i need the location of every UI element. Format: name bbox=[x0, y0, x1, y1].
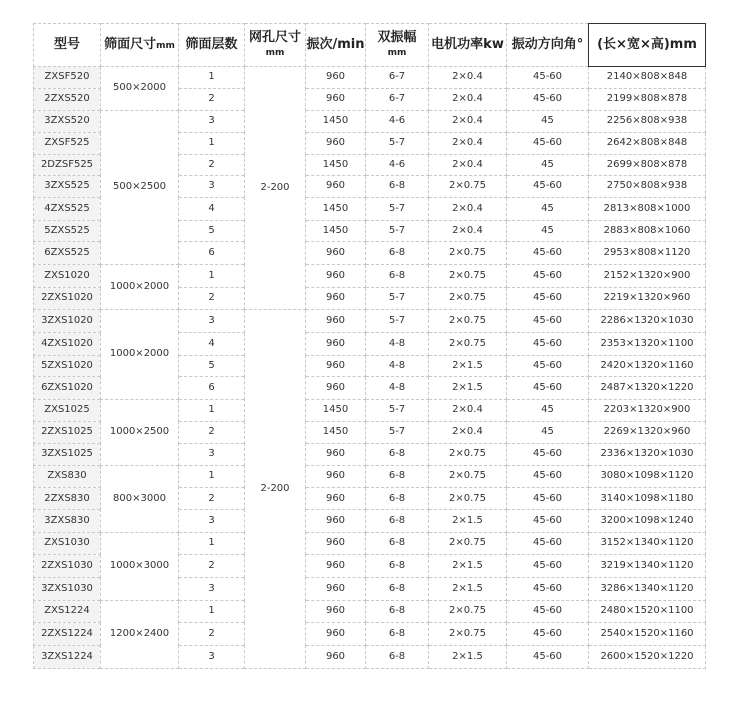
dims-cell: 2487×1320×1220 bbox=[589, 377, 706, 400]
angle-cell: 45 bbox=[507, 110, 589, 133]
dims-cell: 2269×1320×960 bbox=[589, 421, 706, 444]
power-cell: 2×0.75 bbox=[429, 488, 507, 510]
power-cell: 2×0.75 bbox=[429, 242, 507, 265]
amplitude-cell: 4-8 bbox=[366, 332, 429, 355]
screen-size-cell: 1000×3000 bbox=[101, 532, 179, 600]
frequency-cell: 1450 bbox=[306, 399, 366, 421]
amplitude-cell: 5-7 bbox=[366, 220, 429, 242]
header-frequency: 振次/min bbox=[306, 24, 366, 67]
dims-cell: 2642×808×848 bbox=[589, 133, 706, 155]
angle-cell: 45-60 bbox=[507, 287, 589, 310]
amplitude-cell: 6-8 bbox=[366, 623, 429, 646]
screen-size-cell: 500×2000 bbox=[101, 67, 179, 110]
model-cell: 3ZXS1224 bbox=[34, 646, 101, 669]
layers-cell: 2 bbox=[179, 623, 245, 646]
screen-size-cell: 1000×2500 bbox=[101, 399, 179, 465]
power-cell: 2×0.75 bbox=[429, 623, 507, 646]
dims-cell: 3200×1098×1240 bbox=[589, 510, 706, 533]
amplitude-cell: 5-7 bbox=[366, 399, 429, 421]
power-cell: 2×0.4 bbox=[429, 198, 507, 221]
header-amplitude bbox=[366, 24, 429, 67]
frequency-cell: 1450 bbox=[306, 110, 366, 133]
power-cell: 2×1.5 bbox=[429, 377, 507, 400]
angle-cell: 45-60 bbox=[507, 532, 589, 555]
angle-cell: 45-60 bbox=[507, 646, 589, 669]
frequency-cell: 960 bbox=[306, 444, 366, 466]
amplitude-cell: 5-7 bbox=[366, 310, 429, 333]
model-cell: ZXS1224 bbox=[34, 600, 101, 623]
amplitude-cell: 6-8 bbox=[366, 465, 429, 488]
angle-cell: 45-60 bbox=[507, 578, 589, 601]
power-cell: 2×1.5 bbox=[429, 578, 507, 601]
model-cell: ZXS1025 bbox=[34, 399, 101, 421]
layers-cell: 1 bbox=[179, 399, 245, 421]
dims-cell: 2203×1320×900 bbox=[589, 399, 706, 421]
dims-cell: 2256×808×938 bbox=[589, 110, 706, 133]
dims-cell: 2140×808×848 bbox=[589, 67, 706, 89]
layers-cell: 6 bbox=[179, 377, 245, 400]
header-dims: (长×宽×高)mm bbox=[589, 24, 706, 67]
model-cell: 2ZXS1025 bbox=[34, 421, 101, 444]
angle-cell: 45-60 bbox=[507, 355, 589, 377]
header-screen-size-unit: mm bbox=[156, 41, 175, 52]
layers-cell: 6 bbox=[179, 242, 245, 265]
angle-cell: 45-60 bbox=[507, 88, 589, 110]
power-cell: 2×0.4 bbox=[429, 399, 507, 421]
angle-cell: 45-60 bbox=[507, 488, 589, 510]
layers-cell: 1 bbox=[179, 67, 245, 89]
layers-cell: 1 bbox=[179, 465, 245, 488]
header-row bbox=[34, 24, 706, 67]
frequency-cell: 960 bbox=[306, 510, 366, 533]
layers-cell: 3 bbox=[179, 310, 245, 333]
amplitude-cell: 4-8 bbox=[366, 377, 429, 400]
table-row bbox=[34, 110, 706, 133]
angle-cell: 45-60 bbox=[507, 332, 589, 355]
layers-cell: 3 bbox=[179, 176, 245, 198]
header-amplitude-label: 双振幅 bbox=[377, 30, 417, 46]
model-cell: 2DZSF525 bbox=[34, 154, 101, 176]
angle-cell: 45-60 bbox=[507, 555, 589, 578]
header-mesh-label: 网孔尺寸 bbox=[248, 30, 301, 46]
frequency-cell: 960 bbox=[306, 623, 366, 646]
dims-cell: 2750×808×938 bbox=[589, 176, 706, 198]
frequency-cell: 960 bbox=[306, 377, 366, 400]
layers-cell: 3 bbox=[179, 110, 245, 133]
layers-cell: 5 bbox=[179, 220, 245, 242]
power-cell: 2×0.4 bbox=[429, 67, 507, 89]
model-cell: 2ZXS830 bbox=[34, 488, 101, 510]
frequency-cell: 1450 bbox=[306, 421, 366, 444]
dims-cell: 3080×1098×1120 bbox=[589, 465, 706, 488]
model-cell: 2ZXS1020 bbox=[34, 287, 101, 310]
frequency-cell: 960 bbox=[306, 287, 366, 310]
amplitude-cell: 6-8 bbox=[366, 176, 429, 198]
power-cell: 2×0.75 bbox=[429, 444, 507, 466]
header-power: 电机功率kw bbox=[429, 24, 507, 67]
angle-cell: 45 bbox=[507, 220, 589, 242]
frequency-cell: 960 bbox=[306, 355, 366, 377]
angle-cell: 45-60 bbox=[507, 600, 589, 623]
layers-cell: 1 bbox=[179, 264, 245, 287]
model-cell: 3ZXS520 bbox=[34, 110, 101, 133]
header-screen-size bbox=[101, 24, 179, 67]
angle-cell: 45-60 bbox=[507, 310, 589, 333]
model-cell: 4ZXS1020 bbox=[34, 332, 101, 355]
table-row bbox=[34, 465, 706, 488]
power-cell: 2×0.4 bbox=[429, 421, 507, 444]
amplitude-cell: 6-7 bbox=[366, 67, 429, 89]
model-cell: 3ZXS525 bbox=[34, 176, 101, 198]
angle-cell: 45-60 bbox=[507, 444, 589, 466]
amplitude-cell: 6-8 bbox=[366, 488, 429, 510]
amplitude-cell: 6-8 bbox=[366, 646, 429, 669]
header-screen-size-label: 筛面尺寸 bbox=[104, 37, 157, 53]
header-layers: 筛面层数 bbox=[179, 24, 245, 67]
model-cell: 4ZXS525 bbox=[34, 198, 101, 221]
power-cell: 2×0.75 bbox=[429, 310, 507, 333]
dims-cell: 3219×1340×1120 bbox=[589, 555, 706, 578]
amplitude-cell: 6-8 bbox=[366, 444, 429, 466]
frequency-cell: 960 bbox=[306, 264, 366, 287]
header-mesh bbox=[245, 24, 306, 67]
model-cell: ZXS1030 bbox=[34, 532, 101, 555]
layers-cell: 1 bbox=[179, 600, 245, 623]
dims-cell: 2420×1320×1160 bbox=[589, 355, 706, 377]
angle-cell: 45-60 bbox=[507, 133, 589, 155]
power-cell: 2×0.4 bbox=[429, 220, 507, 242]
model-cell: ZXS1020 bbox=[34, 264, 101, 287]
power-cell: 2×1.5 bbox=[429, 355, 507, 377]
amplitude-cell: 5-7 bbox=[366, 287, 429, 310]
amplitude-cell: 6-8 bbox=[366, 578, 429, 601]
model-cell: 3ZXS1030 bbox=[34, 578, 101, 601]
frequency-cell: 960 bbox=[306, 465, 366, 488]
dims-cell: 2286×1320×1030 bbox=[589, 310, 706, 333]
model-cell: 3ZXS1020 bbox=[34, 310, 101, 333]
angle-cell: 45-60 bbox=[507, 242, 589, 265]
mesh-cell: 2-200 bbox=[245, 310, 306, 669]
dims-cell: 2699×808×878 bbox=[589, 154, 706, 176]
angle-cell: 45-60 bbox=[507, 264, 589, 287]
table-row bbox=[34, 600, 706, 623]
screen-size-cell: 1200×2400 bbox=[101, 600, 179, 668]
amplitude-cell: 4-6 bbox=[366, 110, 429, 133]
layers-cell: 2 bbox=[179, 555, 245, 578]
layers-cell: 1 bbox=[179, 133, 245, 155]
angle-cell: 45 bbox=[507, 399, 589, 421]
dims-cell: 2336×1320×1030 bbox=[589, 444, 706, 466]
layers-cell: 3 bbox=[179, 646, 245, 669]
frequency-cell: 960 bbox=[306, 600, 366, 623]
layers-cell: 2 bbox=[179, 421, 245, 444]
frequency-cell: 960 bbox=[306, 88, 366, 110]
table-row bbox=[34, 310, 706, 333]
header-model: 型号 bbox=[34, 24, 101, 67]
frequency-cell: 960 bbox=[306, 67, 366, 89]
amplitude-cell: 6-8 bbox=[366, 600, 429, 623]
angle-cell: 45 bbox=[507, 198, 589, 221]
frequency-cell: 960 bbox=[306, 310, 366, 333]
frequency-cell: 960 bbox=[306, 532, 366, 555]
model-cell: ZXS830 bbox=[34, 465, 101, 488]
frequency-cell: 1450 bbox=[306, 198, 366, 221]
power-cell: 2×0.4 bbox=[429, 133, 507, 155]
power-cell: 2×1.5 bbox=[429, 510, 507, 533]
screen-size-cell: 800×3000 bbox=[101, 465, 179, 532]
frequency-cell: 960 bbox=[306, 578, 366, 601]
layers-cell: 4 bbox=[179, 198, 245, 221]
amplitude-cell: 4-6 bbox=[366, 154, 429, 176]
amplitude-cell: 6-8 bbox=[366, 532, 429, 555]
power-cell: 2×0.75 bbox=[429, 264, 507, 287]
amplitude-cell: 4-8 bbox=[366, 355, 429, 377]
frequency-cell: 960 bbox=[306, 176, 366, 198]
spec-table bbox=[33, 23, 706, 669]
model-cell: 3ZXS1025 bbox=[34, 444, 101, 466]
power-cell: 2×0.75 bbox=[429, 465, 507, 488]
amplitude-cell: 6-8 bbox=[366, 264, 429, 287]
angle-cell: 45-60 bbox=[507, 176, 589, 198]
frequency-cell: 960 bbox=[306, 488, 366, 510]
frequency-cell: 960 bbox=[306, 242, 366, 265]
dims-cell: 3152×1340×1120 bbox=[589, 532, 706, 555]
frequency-cell: 960 bbox=[306, 646, 366, 669]
mesh-cell: 2-200 bbox=[245, 67, 306, 310]
model-cell: ZXSF520 bbox=[34, 67, 101, 89]
dims-cell: 3286×1340×1120 bbox=[589, 578, 706, 601]
layers-cell: 1 bbox=[179, 532, 245, 555]
model-cell: 2ZXS1030 bbox=[34, 555, 101, 578]
angle-cell: 45 bbox=[507, 421, 589, 444]
dims-cell: 2353×1320×1100 bbox=[589, 332, 706, 355]
layers-cell: 5 bbox=[179, 355, 245, 377]
power-cell: 2×0.75 bbox=[429, 532, 507, 555]
dims-cell: 3140×1098×1180 bbox=[589, 488, 706, 510]
header-angle: 振动方向角° bbox=[507, 24, 589, 67]
header-mesh-unit: mm bbox=[265, 48, 285, 59]
model-cell: 5ZXS525 bbox=[34, 220, 101, 242]
frequency-cell: 960 bbox=[306, 332, 366, 355]
layers-cell: 2 bbox=[179, 154, 245, 176]
model-cell: ZXSF525 bbox=[34, 133, 101, 155]
dims-cell: 2813×808×1000 bbox=[589, 198, 706, 221]
power-cell: 2×1.5 bbox=[429, 646, 507, 669]
frequency-cell: 960 bbox=[306, 133, 366, 155]
amplitude-cell: 6-7 bbox=[366, 88, 429, 110]
amplitude-cell: 6-8 bbox=[366, 555, 429, 578]
model-cell: 2ZXS520 bbox=[34, 88, 101, 110]
dims-cell: 2199×808×878 bbox=[589, 88, 706, 110]
layers-cell: 3 bbox=[179, 444, 245, 466]
power-cell: 2×0.75 bbox=[429, 332, 507, 355]
model-cell: 2ZXS1224 bbox=[34, 623, 101, 646]
angle-cell: 45-60 bbox=[507, 510, 589, 533]
angle-cell: 45-60 bbox=[507, 67, 589, 89]
power-cell: 2×0.75 bbox=[429, 176, 507, 198]
model-cell: 6ZXS1020 bbox=[34, 377, 101, 400]
power-cell: 2×1.5 bbox=[429, 555, 507, 578]
table-row bbox=[34, 399, 706, 421]
screen-size-cell: 1000×2000 bbox=[101, 310, 179, 400]
angle-cell: 45-60 bbox=[507, 465, 589, 488]
layers-cell: 3 bbox=[179, 578, 245, 601]
power-cell: 2×0.4 bbox=[429, 154, 507, 176]
dims-cell: 2600×1520×1220 bbox=[589, 646, 706, 669]
angle-cell: 45 bbox=[507, 154, 589, 176]
dims-cell: 2152×1320×900 bbox=[589, 264, 706, 287]
dims-cell: 2219×1320×960 bbox=[589, 287, 706, 310]
angle-cell: 45-60 bbox=[507, 377, 589, 400]
amplitude-cell: 6-8 bbox=[366, 242, 429, 265]
amplitude-cell: 5-7 bbox=[366, 133, 429, 155]
screen-size-cell: 500×2500 bbox=[101, 110, 179, 264]
dims-cell: 2480×1520×1100 bbox=[589, 600, 706, 623]
table-row bbox=[34, 264, 706, 287]
dims-cell: 2953×808×1120 bbox=[589, 242, 706, 265]
header-amplitude-unit: mm bbox=[387, 48, 407, 59]
dims-cell: 2883×808×1060 bbox=[589, 220, 706, 242]
model-cell: 5ZXS1020 bbox=[34, 355, 101, 377]
angle-cell: 45-60 bbox=[507, 623, 589, 646]
layers-cell: 2 bbox=[179, 88, 245, 110]
power-cell: 2×0.75 bbox=[429, 600, 507, 623]
amplitude-cell: 6-8 bbox=[366, 510, 429, 533]
layers-cell: 3 bbox=[179, 510, 245, 533]
frequency-cell: 1450 bbox=[306, 154, 366, 176]
power-cell: 2×0.4 bbox=[429, 110, 507, 133]
layers-cell: 4 bbox=[179, 332, 245, 355]
frequency-cell: 1450 bbox=[306, 220, 366, 242]
model-cell: 6ZXS525 bbox=[34, 242, 101, 265]
table-row bbox=[34, 67, 706, 89]
screen-size-cell: 1000×2000 bbox=[101, 264, 179, 309]
power-cell: 2×0.75 bbox=[429, 287, 507, 310]
amplitude-cell: 5-7 bbox=[366, 198, 429, 221]
model-cell: 3ZXS830 bbox=[34, 510, 101, 533]
frequency-cell: 960 bbox=[306, 555, 366, 578]
dims-cell: 2540×1520×1160 bbox=[589, 623, 706, 646]
power-cell: 2×0.4 bbox=[429, 88, 507, 110]
table-row bbox=[34, 532, 706, 555]
layers-cell: 2 bbox=[179, 488, 245, 510]
layers-cell: 2 bbox=[179, 287, 245, 310]
amplitude-cell: 5-7 bbox=[366, 421, 429, 444]
